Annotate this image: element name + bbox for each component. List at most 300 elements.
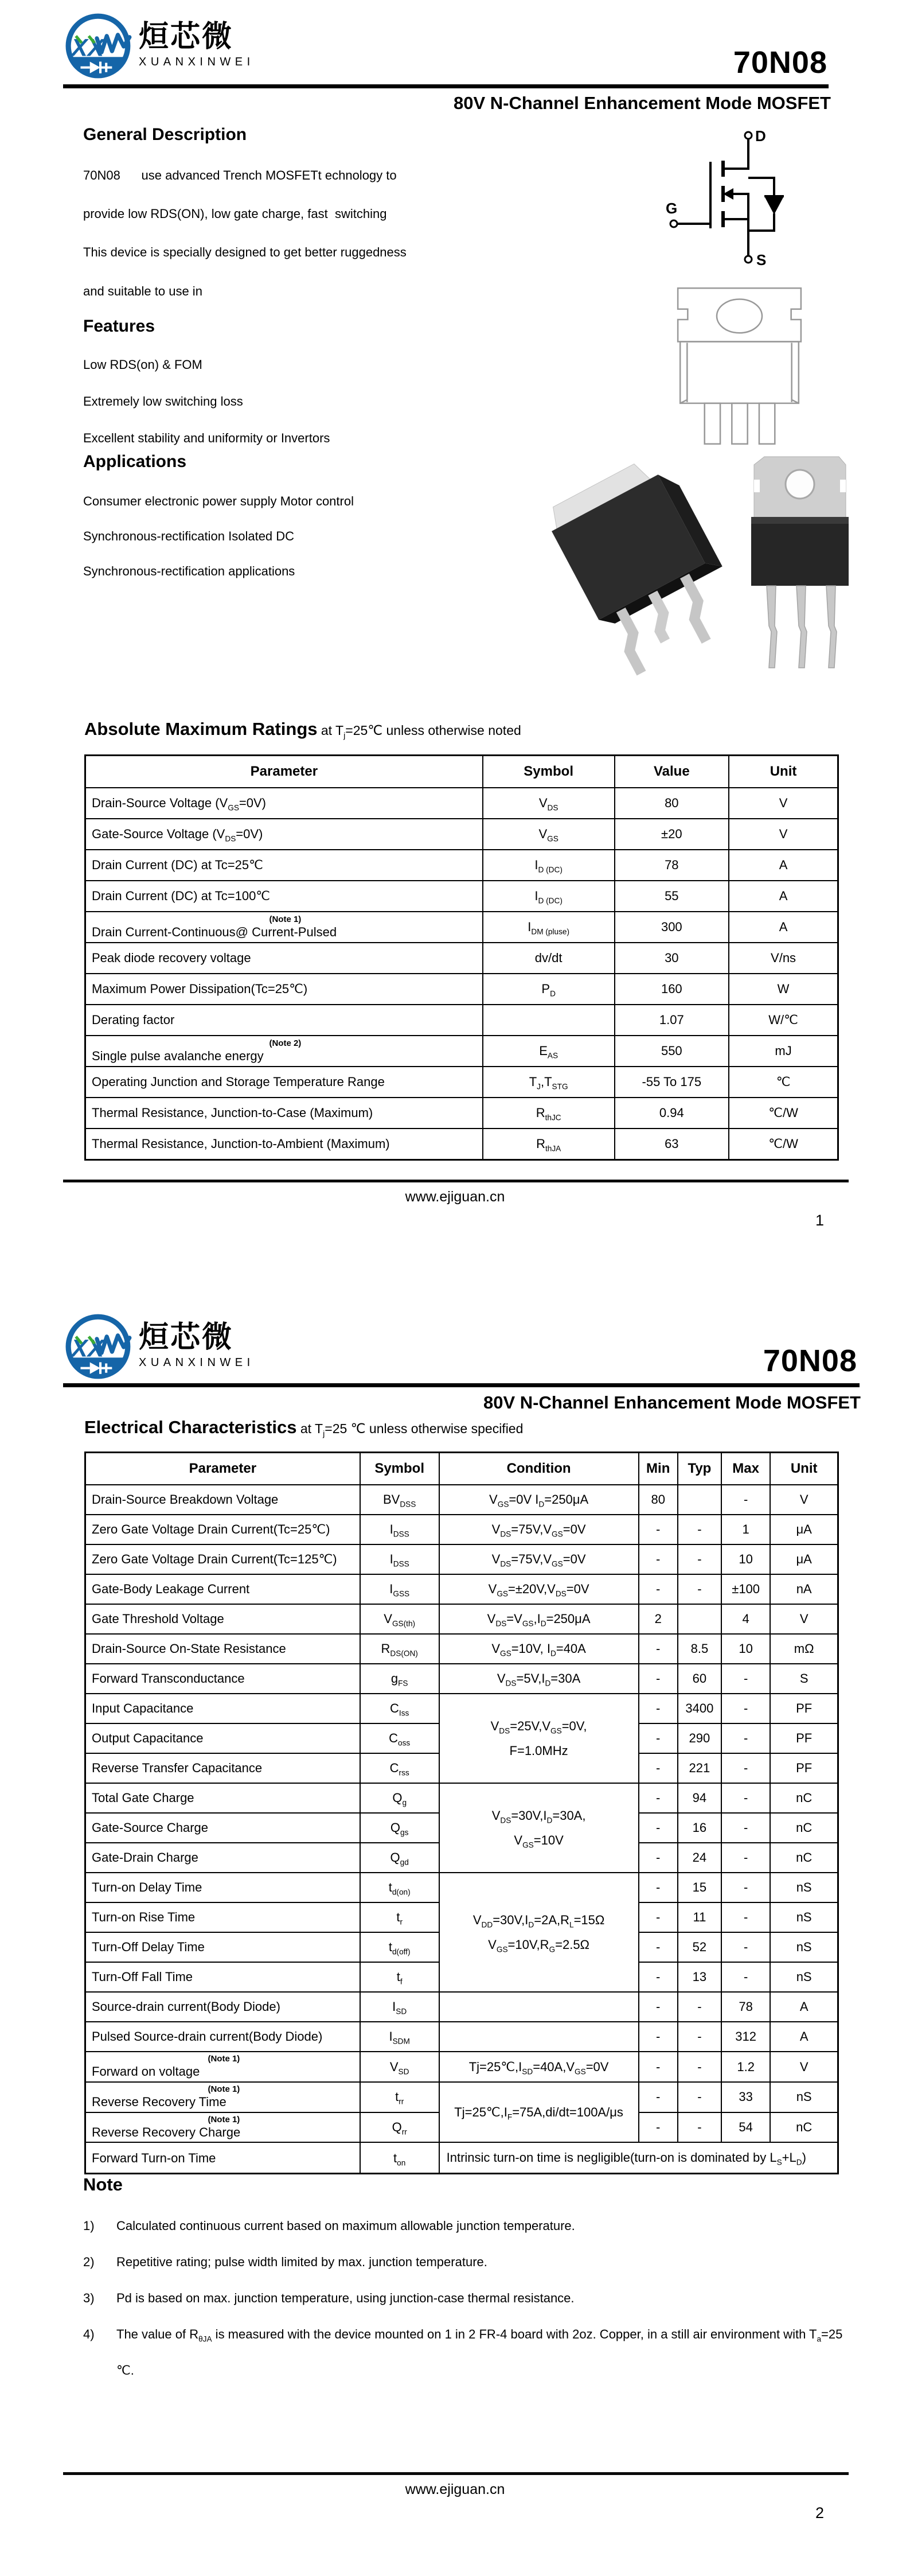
table-cell: A — [770, 1992, 838, 2022]
table-row — [85, 1783, 838, 1813]
table-cell: - — [721, 1783, 770, 1813]
table-cell: $V_{GS}$ — [483, 819, 615, 850]
table-cell: - — [639, 1694, 678, 1723]
table-cell: $I_{D (DC)}$ — [483, 850, 615, 881]
features-title: Features — [83, 317, 155, 336]
table-cell: 160 — [615, 974, 729, 1005]
table-cell: Peak diode recovery voltage — [85, 943, 483, 974]
table-cell: - — [639, 1813, 678, 1843]
table-cell: (Note 1) Forward on voltage — [85, 2052, 360, 2082]
logo-monogram: XX — [71, 34, 104, 62]
table-row — [85, 1873, 838, 1902]
table-cell: Derating factor — [85, 1005, 483, 1036]
table-cell: Turn-Off Delay Time — [85, 1932, 360, 1962]
table-cell: $t_{d(off)}$ — [360, 1932, 439, 1962]
table-cell: Drain-Source On-State Resistance — [85, 1634, 360, 1664]
table-cell: $R_{thJC}$ — [483, 1098, 615, 1129]
table-cell: $C_{Iss}$ — [360, 1694, 439, 1723]
page-number: 2 — [815, 2504, 824, 2521]
terminal-label-g: G — [666, 200, 678, 217]
table-cell: 1.2 — [721, 2052, 770, 2082]
table-cell: - — [721, 1932, 770, 1962]
table-cell: ±100 — [721, 1574, 770, 1604]
header-rule — [63, 84, 829, 88]
table-cell: $V_{SD}$ — [360, 2052, 439, 2082]
table-cell: nS — [770, 1932, 838, 1962]
column-header: Max — [721, 1453, 770, 1485]
to263-package-photo — [545, 450, 750, 681]
table-cell: $g_{FS}$ — [360, 1664, 439, 1694]
table-cell: - — [678, 1574, 721, 1604]
feature-item: Extremely low switching loss — [83, 394, 243, 409]
table-cell: 4 — [721, 1604, 770, 1634]
table-cell: nC — [770, 1843, 838, 1873]
abs-max-title — [84, 719, 839, 740]
table-cell: $E_{AS}$ — [483, 1036, 615, 1067]
table-cell: Turn-Off Fall Time — [85, 1962, 360, 1992]
table-cell: - — [639, 1723, 678, 1753]
applications-title: Applications — [83, 452, 187, 471]
table-cell: W — [729, 974, 838, 1005]
table-cell: 10 — [721, 1544, 770, 1574]
note-number: 1) — [83, 2219, 95, 2233]
table-cell: mΩ — [770, 1634, 838, 1664]
table-cell: Zero Gate Voltage Drain Current(Tc=125℃) — [85, 1544, 360, 1574]
table-cell: Output Capacitance — [85, 1723, 360, 1753]
column-header: Symbol — [360, 1453, 439, 1485]
table-cell: A — [729, 850, 838, 881]
absolute-maximum-ratings-section — [84, 719, 839, 1161]
table-cell: $V_{DS}=75V,V_{GS}=0V$ — [439, 1515, 639, 1544]
table-cell: $P_D$ — [483, 974, 615, 1005]
table-cell: Thermal Resistance, Junction-to-Case (Maximum) — [85, 1098, 483, 1129]
footer-website: www.ejiguan.cn — [405, 1189, 505, 1205]
table-cell: Input Capacitance — [85, 1694, 360, 1723]
table-cell: $V_{DS}=5V,I_D=30A$ — [439, 1664, 639, 1694]
note-item — [83, 2280, 857, 2316]
table-cell: Forward Transconductance — [85, 1664, 360, 1694]
table-cell: 55 — [615, 881, 729, 912]
column-header: Unit — [770, 1453, 838, 1485]
footer-website: www.ejiguan.cn — [405, 2481, 505, 2497]
table-cell: - — [639, 1574, 678, 1604]
table-row — [85, 1574, 838, 1604]
table-cell: nS — [770, 1873, 838, 1902]
table-cell: Gate-Source Voltage $(V_{DS}=0V)$ — [85, 819, 483, 850]
table-cell: - — [639, 1992, 678, 2022]
table-cell: $T_J,T_{STG}$ — [483, 1067, 615, 1098]
column-header: Value — [615, 756, 729, 788]
table-cell: 1.07 — [615, 1005, 729, 1036]
table-cell: Thermal Resistance, Junction-to-Ambient (Maximum) — [85, 1129, 483, 1160]
column-header: Typ — [678, 1453, 721, 1485]
brand-name-en: XUANXINWEI — [139, 1356, 255, 1369]
terminal-label-s: S — [756, 251, 767, 268]
table-cell: 8.5 — [678, 1634, 721, 1664]
table-cell: - — [721, 1694, 770, 1723]
mosfet-symbol-figure — [657, 127, 817, 268]
table-cell — [439, 1992, 639, 2022]
table-cell: Pulsed Source-drain current(Body Diode) — [85, 2022, 360, 2052]
table-cell: (Note 1) Drain Current-Continuous@ Current-Pulsed — [85, 912, 483, 943]
brand-name-en: XUANXINWEI — [139, 56, 255, 68]
terminal-label-d: D — [755, 127, 766, 145]
note-section — [83, 2174, 857, 2388]
table-cell: A — [729, 881, 838, 912]
table-cell: - — [721, 1813, 770, 1843]
table-cell: 16 — [678, 1813, 721, 1843]
table-cell: $I_{DSS}$ — [360, 1515, 439, 1544]
table-cell: - — [721, 1902, 770, 1932]
table-cell: μA — [770, 1515, 838, 1544]
table-row — [85, 2052, 838, 2082]
table-cell: V/ns — [729, 943, 838, 974]
table-cell: 3400 — [678, 1694, 721, 1723]
table-row — [85, 2142, 838, 2174]
elec-title — [84, 1417, 839, 1438]
abs-max-title-text: Absolute Maximum Ratings — [84, 719, 318, 739]
table-row — [85, 1634, 838, 1664]
table-cell: $t_{on}$ — [360, 2142, 439, 2174]
table-cell: ℃ — [729, 1067, 838, 1098]
brand-block — [64, 1313, 255, 1380]
note-number: 3) — [83, 2291, 95, 2305]
table-cell: $V_{DS}=V_{GS},I_D=250\mu A$ — [439, 1604, 639, 1634]
table-cell: $I_{DM (pluse)}$ — [483, 912, 615, 943]
table-cell: $R_{DS(ON)}$ — [360, 1634, 439, 1664]
note-text: Calculated continuous current based on maximum allowable junction temperature. — [116, 2219, 575, 2233]
table-cell: - — [721, 1664, 770, 1694]
features-section — [83, 317, 542, 469]
table-cell: $Q_{gs}$ — [360, 1813, 439, 1843]
table-cell: $BV_{DSS}$ — [360, 1485, 439, 1515]
application-item: Synchronous-rectification Isolated DC — [83, 529, 295, 544]
table-cell: - — [678, 1515, 721, 1544]
feature-item: Low RDS(on) & FOM — [83, 357, 202, 372]
table-cell: - — [639, 2082, 678, 2112]
applications-section — [83, 452, 542, 600]
table-cell: - — [721, 1753, 770, 1783]
body-diode-icon — [764, 196, 784, 215]
table-cell: Intrinsic turn-on time is negligible(turn-on is dominated by $L_S+L_D$) — [439, 2142, 838, 2174]
table-cell: -55 To 175 — [615, 1067, 729, 1098]
column-header: Parameter — [85, 756, 483, 788]
table-cell: Gate Threshold Voltage — [85, 1604, 360, 1634]
table-cell: Forward Turn-on Time — [85, 2142, 360, 2174]
table-cell: nS — [770, 2082, 838, 2112]
table-cell: 78 — [615, 850, 729, 881]
table-cell: 80 — [639, 1485, 678, 1515]
table-cell: Gate-Drain Charge — [85, 1843, 360, 1873]
table-cell: 63 — [615, 1129, 729, 1160]
company-logo-icon — [64, 1313, 134, 1380]
table-cell: mJ — [729, 1036, 838, 1067]
absolute-maximum-ratings-table — [84, 754, 839, 1161]
table-cell: 550 — [615, 1036, 729, 1067]
table-cell: $V_{DS}=30V,I_D=30A$, $V_{GS}=10V$ — [439, 1783, 639, 1873]
table-cell: 60 — [678, 1664, 721, 1694]
table-cell: $R_{thJA}$ — [483, 1129, 615, 1160]
table-cell: PF — [770, 1753, 838, 1783]
table-cell: Drain Current (DC) at Tc=100℃ — [85, 881, 483, 912]
table-cell: nA — [770, 1574, 838, 1604]
table-cell: 0.94 — [615, 1098, 729, 1129]
note-number: 2) — [83, 2255, 95, 2269]
table-cell — [678, 1485, 721, 1515]
elec-title-suffix: at $T_j=25$ ℃ unless otherwise specified — [296, 1421, 524, 1439]
table-cell: $Q_g$ — [360, 1783, 439, 1813]
note-text: The value of $R_{\theta JA}$ is measured with the device mounted on 1 in 2 FR-4 board with 2oz. Copper, in a still air environment with $T_a=25$ ℃. — [116, 2327, 843, 2377]
table-row — [85, 788, 838, 819]
note-item — [83, 2208, 857, 2244]
table-cell: 312 — [721, 2022, 770, 2052]
table-cell: - — [721, 1485, 770, 1515]
table-cell: nS — [770, 1902, 838, 1932]
brand-name-cn: 烜芯微 — [139, 1321, 234, 1354]
table-row — [85, 881, 838, 912]
table-cell: 290 — [678, 1723, 721, 1753]
table-cell: 24 — [678, 1843, 721, 1873]
table-cell: nC — [770, 2112, 838, 2143]
column-header: Condition — [439, 1453, 639, 1485]
table-cell: dv/dt — [483, 943, 615, 974]
electrical-characteristics-table — [84, 1452, 839, 2174]
part-number: 70N08 — [763, 1344, 857, 1378]
table-cell: $V_{GS}=0V$ $I_D=250\mu A$ — [439, 1485, 639, 1515]
table-cell: Operating Junction and Storage Temperature Range — [85, 1067, 483, 1098]
table-cell: (Note 1) Reverse Recovery Charge — [85, 2112, 360, 2143]
table-cell: $V_{DS}=75V,V_{GS}=0V$ — [439, 1544, 639, 1574]
brand-block — [64, 13, 255, 79]
table-row — [85, 1067, 838, 1098]
table-cell: W/℃ — [729, 1005, 838, 1036]
column-header: Min — [639, 1453, 678, 1485]
table-row — [85, 1485, 838, 1515]
table-cell: V — [770, 2052, 838, 2082]
table-row — [85, 1515, 838, 1544]
table-cell: - — [639, 1664, 678, 1694]
table-cell: 221 — [678, 1753, 721, 1783]
footer-rule — [63, 2472, 849, 2475]
table-row — [85, 850, 838, 881]
application-item: Synchronous-rectification applications — [83, 564, 295, 579]
table-row — [85, 912, 838, 943]
elec-title-text: Electrical Characteristics — [84, 1417, 297, 1437]
table-cell: ℃/W — [729, 1129, 838, 1160]
abs-max-title-suffix: at $T_j=25℃$ unless otherwise noted — [317, 723, 521, 741]
table-cell: $V_{GS}=\pm 20V,V_{DS}=0V$ — [439, 1574, 639, 1604]
table-cell: 78 — [721, 1992, 770, 2022]
table-cell: $Tj=25℃,I_{SD}=40A,V_{GS}=0V$ — [439, 2052, 639, 2082]
table-cell: S — [770, 1664, 838, 1694]
table-cell: 30 — [615, 943, 729, 974]
note-text: Repetitive rating; pulse width limited by max. junction temperature. — [116, 2255, 487, 2269]
table-cell: nC — [770, 1783, 838, 1813]
description-line: 70N08 use advanced Trench MOSFETt echnology to — [83, 168, 397, 182]
table-cell: (Note 1) Reverse Recovery Time — [85, 2082, 360, 2112]
page-number: 1 — [815, 1212, 824, 1229]
brand-name-cn: 烜芯微 — [139, 20, 234, 53]
company-logo-icon — [64, 13, 134, 79]
table-cell: $I_{GSS}$ — [360, 1574, 439, 1604]
footer-rule — [63, 1180, 849, 1182]
table-cell: $I_{SDM}$ — [360, 2022, 439, 2052]
table-row — [85, 974, 838, 1005]
table-cell: - — [721, 1723, 770, 1753]
note-title: Note — [83, 2174, 123, 2194]
column-header: Unit — [729, 756, 838, 788]
table-cell: Gate-Body Leakage Current — [85, 1574, 360, 1604]
table-cell: PF — [770, 1723, 838, 1753]
header-rule — [63, 1383, 860, 1387]
column-header: Parameter — [85, 1453, 360, 1485]
table-cell: $Q_{gd}$ — [360, 1843, 439, 1873]
table-cell: Reverse Transfer Capacitance — [85, 1753, 360, 1783]
feature-item: Excellent stability and uniformity or Invertors — [83, 431, 330, 446]
table-cell: - — [639, 2022, 678, 2052]
table-row — [85, 1544, 838, 1574]
table-cell: A — [770, 2022, 838, 2052]
table-cell: Drain Current (DC) at Tc=25℃ — [85, 850, 483, 881]
table-cell: $I_{SD}$ — [360, 1992, 439, 2022]
note-text: Pd is based on max. junction temperature, using junction-case thermal resistance. — [116, 2291, 575, 2305]
table-row — [85, 2022, 838, 2052]
table-cell — [483, 1005, 615, 1036]
part-number: 70N08 — [733, 45, 827, 80]
table-cell: - — [639, 1843, 678, 1873]
table-cell: - — [721, 1873, 770, 1902]
table-row — [85, 1129, 838, 1160]
table-cell: - — [639, 1634, 678, 1664]
table-cell: - — [721, 1843, 770, 1873]
table-cell: - — [678, 2052, 721, 2082]
table-cell: $V_{DS}$ — [483, 788, 615, 819]
table-cell: ±20 — [615, 819, 729, 850]
application-item: Consumer electronic power supply Motor control — [83, 494, 354, 508]
table-cell: 52 — [678, 1932, 721, 1962]
table-cell: $C_{rss}$ — [360, 1753, 439, 1783]
table-cell: Turn-on Delay Time — [85, 1873, 360, 1902]
table-cell: - — [678, 2082, 721, 2112]
description-line: and suitable to use in — [83, 283, 202, 298]
table-cell: - — [678, 1992, 721, 2022]
table-cell: $I_{D (DC)}$ — [483, 881, 615, 912]
table-cell: - — [639, 1753, 678, 1783]
table-cell: V — [729, 788, 838, 819]
table-cell: - — [639, 1544, 678, 1574]
table-cell: V — [770, 1604, 838, 1634]
table-cell — [678, 1604, 721, 1634]
table-cell: - — [639, 1783, 678, 1813]
table-cell: nS — [770, 1962, 838, 1992]
general-description-section — [83, 125, 542, 323]
table-cell: 2 — [639, 1604, 678, 1634]
table-cell: (Note 2) Single pulse avalanche energy — [85, 1036, 483, 1067]
table-cell: Drain-Source Voltage $(V_{GS}=0V)$ — [85, 788, 483, 819]
to220-package-photo — [751, 457, 849, 668]
description-line: This device is specially designed to get better ruggedness — [83, 245, 407, 260]
table-row — [85, 1664, 838, 1694]
table-cell: ℃/W — [729, 1098, 838, 1129]
table-cell: $t_{rr}$ — [360, 2082, 439, 2112]
table-cell: 1 — [721, 1515, 770, 1544]
table-cell: 33 — [721, 2082, 770, 2112]
table-cell: - — [639, 1873, 678, 1902]
table-cell: - — [639, 1902, 678, 1932]
package-photos-figure — [545, 446, 877, 682]
table-cell: $I_{DSS}$ — [360, 1544, 439, 1574]
table-cell: $V_{DS}=25V,V_{GS}=0V$, F=1.0MHz — [439, 1694, 639, 1783]
doc-subtitle: 80V N-Channel Enhancement Mode MOSFET — [483, 1392, 861, 1412]
table-cell: - — [639, 2052, 678, 2082]
table-row — [85, 819, 838, 850]
table-cell: $Tj=25℃,I_F=75A,di/dt=100A/\mu s$ — [439, 2082, 639, 2143]
electrical-characteristics-section — [84, 1417, 839, 2174]
table-cell: 300 — [615, 912, 729, 943]
table-cell: 11 — [678, 1902, 721, 1932]
table-cell: Source-drain current(Body Diode) — [85, 1992, 360, 2022]
table-cell: - — [639, 2112, 678, 2143]
table-cell — [439, 2022, 639, 2052]
table-row — [85, 943, 838, 974]
table-cell: - — [678, 1544, 721, 1574]
table-cell: V — [729, 819, 838, 850]
table-row — [85, 2082, 838, 2112]
table-cell: Zero Gate Voltage Drain Current(Tc=25℃) — [85, 1515, 360, 1544]
table-cell: 10 — [721, 1634, 770, 1664]
table-row — [85, 1036, 838, 1067]
table-cell: - — [639, 1932, 678, 1962]
table-cell: $V_{DD}=30V,I_D=2A,R_L=15\Omega$ $V_{GS}=10V,R_G=2.5\Omega$ — [439, 1873, 639, 1992]
table-cell: $V_{GS}=10V$, $I_D=40A$ — [439, 1634, 639, 1664]
table-cell: $t_f$ — [360, 1962, 439, 1992]
datasheet-page-2 — [0, 1288, 910, 2576]
table-cell: V — [770, 1485, 838, 1515]
note-item — [83, 2244, 857, 2280]
logo-monogram: XX — [71, 1334, 104, 1363]
table-row — [85, 1098, 838, 1129]
table-cell: 13 — [678, 1962, 721, 1992]
table-cell: - — [721, 1962, 770, 1992]
note-item — [83, 2316, 857, 2388]
table-cell: A — [729, 912, 838, 943]
table-row — [85, 1604, 838, 1634]
table-cell: Drain-Source Breakdown Voltage — [85, 1485, 360, 1515]
table-cell: Turn-on Rise Time — [85, 1902, 360, 1932]
column-header: Symbol — [483, 756, 615, 788]
table-row — [85, 1992, 838, 2022]
table-cell: $Q_{rr}$ — [360, 2112, 439, 2143]
table-cell: 94 — [678, 1783, 721, 1813]
table-cell: - — [639, 1515, 678, 1544]
table-row — [85, 1005, 838, 1036]
table-cell: PF — [770, 1694, 838, 1723]
table-cell: 54 — [721, 2112, 770, 2143]
table-cell: Gate-Source Charge — [85, 1813, 360, 1843]
table-cell: $t_{d(on)}$ — [360, 1873, 439, 1902]
package-outline-figure — [672, 282, 807, 449]
note-number: 4) — [83, 2327, 95, 2341]
table-cell: 15 — [678, 1873, 721, 1902]
general-description-title: General Description — [83, 125, 247, 144]
table-cell: Total Gate Charge — [85, 1783, 360, 1813]
description-line: provide low RDS(ON), low gate charge, fast switching — [83, 207, 387, 221]
table-cell: - — [678, 2112, 721, 2143]
table-cell: Maximum Power Dissipation(Tc=25℃) — [85, 974, 483, 1005]
table-cell: - — [678, 2022, 721, 2052]
table-cell: - — [639, 1962, 678, 1992]
table-row — [85, 1694, 838, 1723]
